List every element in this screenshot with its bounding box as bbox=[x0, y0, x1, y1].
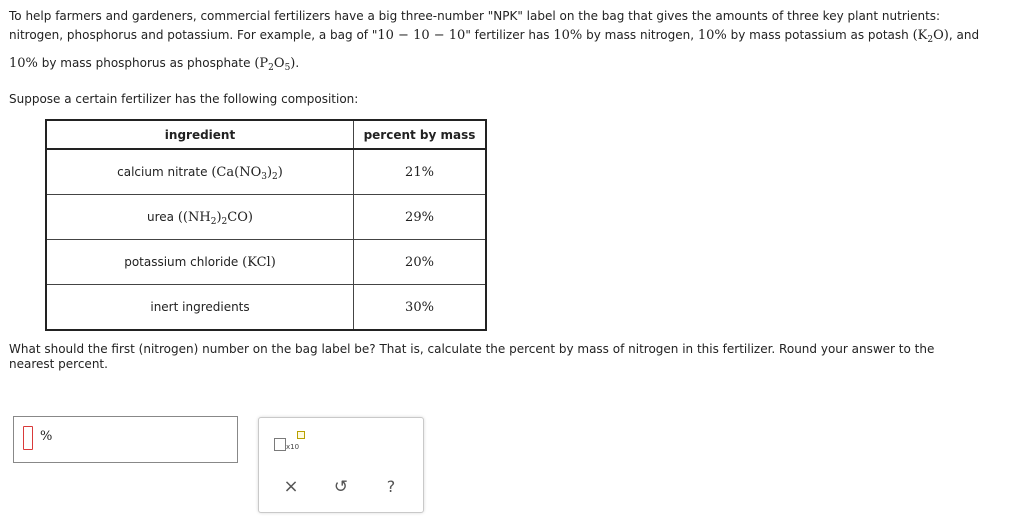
header-ingredient: ingredient bbox=[46, 120, 354, 149]
close-icon: × bbox=[283, 476, 299, 497]
formula-sub: 2 bbox=[210, 216, 217, 227]
formula-sub: 2 bbox=[268, 63, 274, 73]
formula-sub: 2 bbox=[927, 35, 934, 45]
question-line-1 bbox=[9, 340, 934, 359]
intro-text-2d: by mass potassium as potash bbox=[726, 28, 913, 42]
mantissa-box-icon bbox=[274, 438, 286, 451]
formula-k: K bbox=[917, 28, 928, 43]
suppose-line bbox=[9, 90, 358, 109]
undo-button[interactable] bbox=[330, 476, 352, 498]
help-icon: ? bbox=[386, 477, 396, 496]
ingredient-formula: $((NH_2)_2CO)$ bbox=[177, 209, 253, 227]
ingredient-name: calcium nitrate bbox=[117, 164, 208, 179]
header-percent: percent by mass bbox=[354, 120, 487, 149]
intro-text-2c: by mass nitrogen, bbox=[582, 28, 698, 42]
pct-potassium: 10% bbox=[697, 28, 727, 43]
formula-co: CO bbox=[227, 209, 248, 225]
scientific-notation-button[interactable] bbox=[272, 430, 306, 454]
answer-unit: % bbox=[40, 429, 53, 444]
formula-p: P bbox=[259, 56, 269, 71]
npk-example: 10 − 10 − 10 bbox=[377, 28, 466, 43]
exponent-box-icon bbox=[297, 431, 305, 439]
answer-input[interactable] bbox=[13, 416, 238, 463]
ingredient-name: inert ingredients bbox=[150, 300, 250, 314]
table-row bbox=[46, 195, 486, 240]
percent-cell: 20% bbox=[354, 240, 487, 285]
potash-formula: $(K_2O)$ bbox=[912, 28, 949, 45]
formula-o: O bbox=[933, 28, 944, 43]
phosphate-formula: $(P_2O_5)$ bbox=[254, 56, 296, 73]
undo-icon: ↺ bbox=[333, 477, 349, 497]
intro-text-2b: " fertilizer has bbox=[465, 28, 554, 42]
ingredient-formula: $(Ca(NO_3)_2)$ bbox=[211, 164, 283, 182]
clear-button[interactable] bbox=[280, 476, 302, 498]
pct-phosphorus: 10% bbox=[9, 56, 38, 71]
ingredient-name: potassium chloride bbox=[124, 254, 239, 269]
intro-line-1 bbox=[9, 7, 940, 26]
percent-cell: 30% bbox=[354, 285, 487, 331]
intro-text-1: To help farmers and gardeners, commercial fertilizers have a big three-number "NPK" label on the bag that gives the amounts of three key plant nutrients: bbox=[9, 9, 941, 23]
formula-ca: Ca bbox=[216, 164, 235, 180]
question-text-1: What should the first (nitrogen) number on the bag label be? That is, calculate the percent by mass of nitrogen in this fertilizer. Round your answer to the bbox=[9, 342, 935, 356]
table-header-row bbox=[46, 120, 486, 149]
table-row bbox=[46, 149, 486, 195]
help-button[interactable] bbox=[380, 476, 402, 498]
composition-table bbox=[45, 119, 487, 331]
table-row bbox=[46, 240, 486, 285]
intro-text-3a: by mass phosphorus as phosphate bbox=[37, 56, 255, 70]
ingredient-formula: (KCl) bbox=[242, 254, 276, 270]
intro-line-3 bbox=[9, 54, 299, 73]
formula-sub: 2 bbox=[221, 216, 228, 227]
intro-text-2a: nitrogen, phosphorus and potassium. For example, a bag of " bbox=[9, 28, 378, 42]
ingredient-name: urea bbox=[147, 209, 175, 224]
percent-cell: 21% bbox=[354, 149, 487, 195]
intro-line-2 bbox=[9, 26, 979, 45]
answer-cursor[interactable] bbox=[23, 426, 33, 450]
ingredient-cell bbox=[46, 285, 354, 331]
formula-o: O bbox=[273, 56, 285, 71]
pct-nitrogen: 10% bbox=[553, 28, 583, 43]
question-line-2 bbox=[9, 355, 108, 374]
ingredient-cell bbox=[46, 195, 354, 240]
percent-cell: 29% bbox=[354, 195, 487, 240]
formula-sub: 2 bbox=[272, 171, 278, 182]
formula-nh: NH bbox=[188, 209, 211, 225]
table-row bbox=[46, 285, 486, 331]
ingredient-cell bbox=[46, 240, 354, 285]
formula-kcl: KCl bbox=[247, 254, 271, 270]
suppose-text: Suppose a certain fertilizer has the following composition: bbox=[9, 92, 359, 106]
formula-no: NO bbox=[239, 164, 262, 180]
formula-sub: 5 bbox=[284, 63, 291, 73]
intro-text-3b: . bbox=[295, 56, 300, 70]
x10-label: x10 bbox=[286, 443, 300, 451]
ingredient-cell bbox=[46, 149, 354, 195]
formula-sub: 3 bbox=[261, 171, 267, 182]
math-tool-panel bbox=[258, 417, 424, 513]
question-text-2: nearest percent. bbox=[9, 357, 108, 371]
intro-text-2e: , and bbox=[948, 28, 980, 42]
